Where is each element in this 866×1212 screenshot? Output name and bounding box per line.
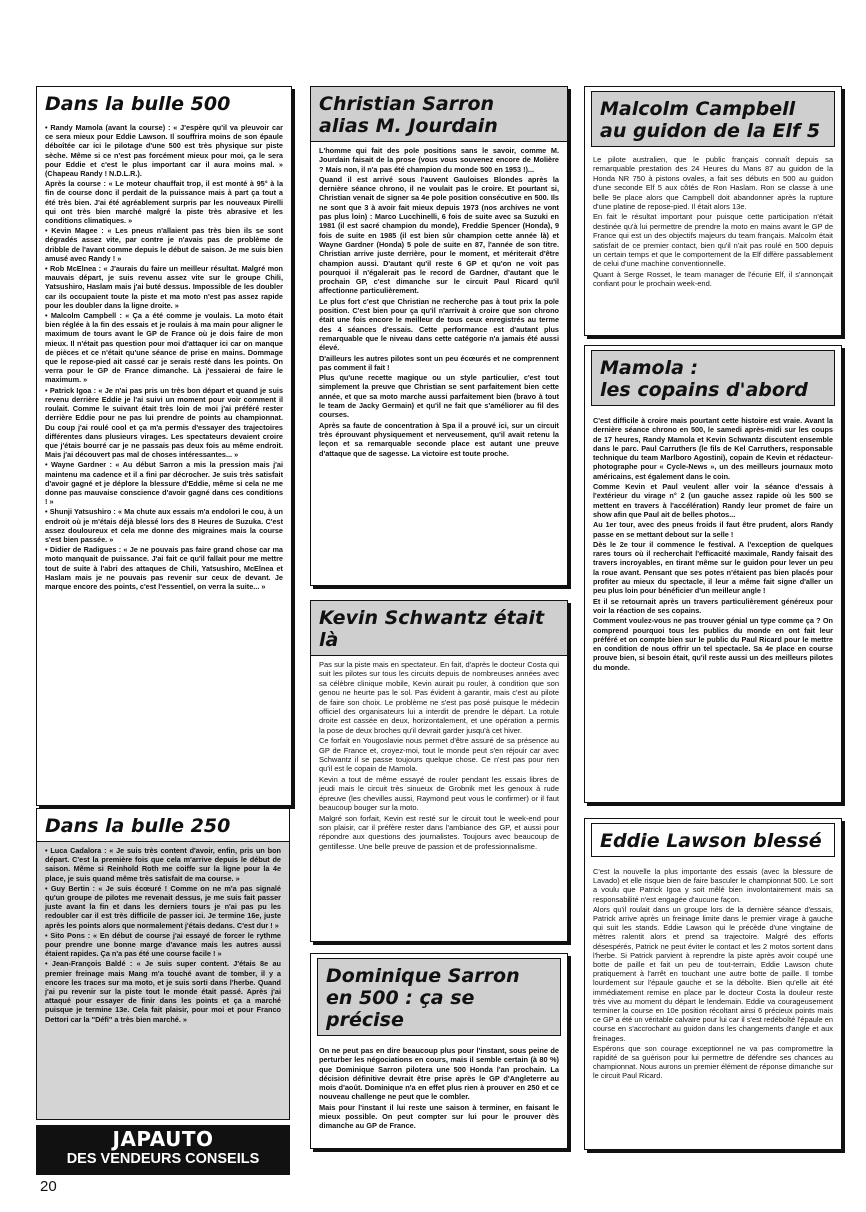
page-number: 20	[40, 1178, 57, 1195]
paragraph: Alors qu'il roulait dans un groupe lors de la dernière séance d'essais, Patrick arrive après un freinage limite dans le premier virage à gauche qui suit les stands. Eddie Lawson qui le précède d'une vingtaine de mètres ralentit alors et prend sa trajectoire. Malgré des efforts désespérés, Patrick ne peut éviter le contact et les 2 motos sortent dans l'herbe. Si Patrick parvient à reprendre la piste après avoir coupé une botte de paille et fait un peu de tout-terrain, Eddie Lawson chute pratiquement à l'arrêt en touchant une autre botte de paille. Il tombe lourdement sur l'épaule gauche et se la déboîte. Bien qu'elle ait été immédiatement remise en place par le docteur Costa la douleur reste très vive au moment du départ le lendemain. Eddie va courageusement terminer la course en 10e position récoltant ainsi 6 précieux points mais ce GP a été un véritable calvaire pour lui car il s'est redéboîté l'épaule en course en s'accrochant au guidon dans les changements d'angle et aux freinages.	[593, 904, 833, 1043]
title-line: Mamola :	[600, 357, 699, 379]
paragraph: • Didier de Radigues : « Je ne pouvais pas faire grand chose car ma moto manquait de puissance. J'ai fait ce qu'il fallait pour me mettre tout de suite à l'abri des attaques de Chili, Yatsushiro, McElnea et Haslam mais je ne pouvais pas revenir sur ceux de devant. Je marque encore des points, c'est l'essentiel, on verra la suite... »	[45, 545, 283, 591]
article-title	[591, 91, 835, 147]
ad-brand: JAPAUTO	[112, 1127, 214, 1151]
title-line: Malcolm Campbell	[600, 98, 796, 120]
article-title: Eddie Lawson blessé	[591, 823, 835, 857]
paragraph: L'homme qui fait des pole positions sans le savoir, comme M. Jourdain faisait de la prose (vous vous souvenez encore de Molière ? Mais non, il n'a pas été champion du monde 500 en 1953 !)...	[319, 146, 559, 174]
paragraph: Malgré son forfait, Kevin est resté sur le circuit tout le week-end pour son plaisir, car il préfère rester dans l'ambiance des GP, et aussi pour répondre aux questions des journalistes. Toujours avec beaucoup de gentillesse. Une belle preuve de passion et de professionnalisme.	[319, 813, 559, 851]
paragraph: Le plus fort c'est que Christian ne recherche pas à tout prix la pole position. C'est bien pour ça qu'il n'arrivait à croire que son chrono était une fois encore le meilleur de tous ceux enregistrés au terme des 4 séances d'essais. Cette performance est d'autant plus remarquable que le niveau dans cette catégorie n'a jamais été aussi élevé.	[319, 296, 559, 353]
article-body	[311, 142, 567, 463]
paragraph: Le pilote australien, que le public français connaît depuis sa remarquable prestation des 24 Heures du Mans 87 au guidon de la Honda NR 750 à pistons ovales, a fait ses débuts en 500 au guidon d'une seconde Elf 5 aux côtés de Ron Haslam. Ron se classe à une belle 9e place alors que Campbell doit abandonner après la rupture d'une platine de repose-pied. Il était alors 13e.	[593, 155, 833, 212]
paragraph: Plus qu'une recette magique ou un style particulier, c'est tout simplement la preuve que Christian se sent parfaitement bien cette année, et que sa moto marche aussi parfaitement bien (bravo à tout le team de Jacky Germain) et qu'il ne fait que s'améliorer au fil des courses.	[319, 373, 559, 420]
title-line: en 500 : ça se précise	[326, 987, 475, 1031]
article-bulle-250	[36, 808, 290, 1120]
paragraph: Après la course : « Le moteur chauffait trop, il est monté à 95° à la fin de course donc il perdait de la puissance mais à part ça tout a été très bien. J'ai été agréablement surpris par les nouveaux Pirelli qui ont très bien marché malgré la piste très abrasive et les conditions climatiques. »	[45, 179, 283, 226]
article-mamola	[584, 345, 842, 803]
article-body	[585, 151, 841, 294]
paragraph: D'ailleurs les autres pilotes sont un peu écœurés et ne comprennent pas comment il fait !	[319, 353, 559, 372]
article-christian-sarron	[310, 86, 568, 586]
paragraph: C'est la nouvelle la plus importante des essais (avec la blessure de Lavado) et elle risque bien de faire basculer le championnat 500. Le sort a voulu que Patrick Igoa y soit mêlé bien involontairement mais sa responsabilité n'est engagée d'aucune façon.	[593, 867, 833, 904]
article-malcolm-campbell	[584, 86, 842, 336]
paragraph: • Randy Mamola (avant la course) : « J'espère qu'il va pleuvoir car ce sera mieux pour Eddie Lawson. Il souffrira moins de son épaule déboîtée car ici le pilotage d'une 500 est très physique sur piste sèche. Même si ce n'est pas forcément mieux pour moi, ça le sera pour Eddie et c'est le plus important car il aura moins mal. » (Chapeau Randy ! N.D.L.R.).	[45, 123, 283, 179]
paragraph: • Jean-François Baldé : « Je suis super content. J'étais 8e au premier freinage mais Mang m'a touché avant de tomber, il y a encore les traces sur ma moto, et je suis sorti dans l'herbe. Quand j'ai pu revenir sur la piste tout le monde était passé. Après j'ai attaqué pour essayer de finir dans les points et ça a marché puisque je termine 13e. Cela fait plaisir, pour moi et pour Franco Dettori car la "Défi" a très bien marché. »	[45, 959, 281, 1024]
paragraph: Mais pour l'instant il lui reste une saison à terminer, en faisant le mieux possible. On peut compter sur lui pour le prouver dès dimanche au GP de France.	[319, 1102, 559, 1131]
article-body	[585, 412, 841, 677]
paragraph: Pas sur la piste mais en spectateur. En fait, d'après le docteur Costa qui suit les pilotes sur tous les circuits depuis de nombreuses années avec sa célèbre clinique mobile, Kevin aurait pu rouler, à condition que son genou ne heurte pas le sol. Pas évident à garantir, mais c'est au pilote de faire son choix. Le problème ne s'est pas posé puisque le médecin officiel des organisateurs lui a interdit de prendre le départ. La rotule droite est cassée en deux, horizontalement, et une opération a permis la pose de deux broches qu'il devrait garder jusqu'à cet hiver.	[319, 660, 559, 735]
paragraph: Quand il est arrivé sous l'auvent Gauloises Blondes après la dernière séance chrono, il ne voulait pas le croire. Et pourtant si, Christian venait de signer sa 4e pole position consécutive en 500. Ils ne sont que 3 à avoir fait mieux depuis 1973 (nos archives ne vont pas plus loin) : Marco Lucchinelli, 6 fois de suite avec sa Suzuki en 1981 (il est sacré champion du monde), Freddie Spencer (Honda), 9 fois de suite en 1985 (il est bien sûr champion cette année là) et Wayne Gardner (Honda) 5 pole de suite en 87, l'année de son titre. Christian arrive juste derrière, pour le moment, et mériterait d'être champion aussi. D'autant qu'il reste 6 GP et qu'on ne voit pas pourquoi il n'égalerait pas le record de Gardner, d'autant que le prochain GP, c'est dimanche sur le circuit Paul Ricard qu'il affectionne particulièrement.	[319, 174, 559, 296]
paragraph: • Luca Cadalora : « Je suis très content d'avoir, enfin, pris un bon départ. C'est la première fois que cela m'arrive depuis le début de saison. Même si Reinhold Roth me coiffe sur la ligne pour la 4e place, je suis quand même très satisfait de ma course. »	[45, 846, 281, 883]
paragraph: • Malcolm Campbell : « Ça a été comme je voulais. La moto était bien réglée à la fin des essais et je roulais à ma main pour aligner le maximum de tours avant le GP de France où je dois faire de mon mieux. Il n'était pas question pour moi d'attaquer ici car on manque de pièces et ce n'était qu'une séance de prise en mains. Dommage que le repose-pied ait cassé car je serais resté dans les points. On verra pour le GP de France dimanche. Là j'essaierai de faire le maximum. »	[45, 311, 283, 385]
paragraph: Après sa faute de concentration à Spa il a prouvé ici, sur un circuit très éprouvant physiquement et nerveusement, qu'il avait retenu la leçon et sa remarquable seconde place est autant une preuve d'attaque que de sagesse. La victoire est toute proche.	[319, 420, 559, 458]
paragraph: Kevin a tout de même essayé de rouler pendant les essais libres de jeudi mais le circuit très sinueux de Grobnik met les genoux à rude épreuve (les chevilles aussi, Raymond peut vous le confirmer) or il faut beaucoup bouger sur la moto.	[319, 774, 559, 813]
paragraph: En fait le résultat important pour puisque cette participation n'était destinée qu'à lui permettre de prendre la moto en mains avant le GP de France qui est un des objectifs majeurs du team français. Malcolm était satisfait de ce premier contact, bien qu'il n'ait pas roulé en 500 depuis un certain temps et que le comportement de la Elf diffère passablement de celui d'une machine conventionnelle.	[593, 212, 833, 269]
paragraph: Espérons que son courage exceptionnel ne va pas compromettre la rapidité de sa guérison pour lui permettre de défendre ses chances au championnat. Nous aurons un premier élément de réponse dimanche sur le circuit Paul Ricard.	[593, 1043, 833, 1081]
article-kevin-schwantz	[310, 600, 568, 942]
paragraph: • Rob McElnea : « J'aurais du faire un meilleur résultat. Malgré mon mauvais départ, je suis revenu assez vite sur le groupe Chili, Yatsushiro, Haslam mais j'ai buté dessus. Impossible de les doubler car ils occupaient toute la piste et ma moto n'est pas assez rapide pour les doubler dans la ligne droite. »	[45, 264, 283, 310]
article-title	[591, 350, 835, 406]
paragraph: • Kevin Magee : « Les pneus n'allaient pas très bien ils se sont dégradés assez vite, par contre je n'avais pas de problème de dribble de l'avant comme depuis le début de saison. Je me suis bien amusé avec Randy ! »	[45, 226, 283, 263]
article-title	[317, 958, 561, 1036]
paragraph: Quant à Serge Rosset, le team manager de l'écurie Elf, il s'annonçait confiant pour le prochain week-end.	[593, 269, 833, 289]
ad-tagline: DES VENDEURS CONSEILS	[66, 1151, 260, 1167]
title-line: au guidon de la Elf 5	[600, 120, 821, 142]
article-body	[311, 656, 567, 856]
paragraph: • Sito Pons : « En début de course j'ai essayé de forcer le rythme pour prendre une bonne marge d'avance mais les autres aussi étaient rapides. Ça n'a pas été une course facile ! »	[45, 930, 281, 959]
paragraph: Comment voulez-vous ne pas trouver génial un type comme ça ? On comprend pourquoi tous les publics du monde en ont fait leur préféré et on compte bien sur le public du Paul Ricard pour le mettre en condition de nous offrir un tel spectacle. Sa 4e place en course prouve bien, si besoin était, qu'il reste aussi un des meilleurs pilotes du monde.	[593, 616, 833, 672]
article-dominique-sarron	[310, 953, 568, 1149]
japauto-advertisement	[36, 1125, 290, 1175]
title-line: alias M. Jourdain	[319, 115, 498, 137]
paragraph: Et il se retournait après un travers particulièrement généreux pour voir la réaction de ses copains.	[593, 596, 833, 615]
paragraph: Ce forfait en Yougoslavie nous permet d'être assuré de sa présence au GP de France et, croyez-moi, tout le monde peut s'en réjouir car avec Schwantz il se passe toujours quelque chose. Ce n'est pas pour rien qu'il est le copain de Mamola.	[319, 736, 559, 774]
article-title	[311, 87, 567, 142]
article-body	[37, 842, 289, 1029]
paragraph: C'est difficile à croire mais pourtant cette histoire est vraie. Avant la dernière séance chrono en 500, le samedi après-midi sur les coups de 17 heures, Randy Mamola et Kevin Schwantz discutent ensemble dans le parc. Paul Carruthers (le fils de Kel Carruthers, responsable technique du team Marlboro Agostini), copain de Kevin et rédacteur-photographe pour « Cycle-News », un des meilleurs journaux moto américains, est également dans le coin.	[593, 416, 833, 481]
title-line: Dominique Sarron	[326, 965, 520, 987]
article-bulle-500	[36, 86, 292, 806]
paragraph: • Shunji Yatsushiro : « Ma chute aux essais m'a endolori le cou, à un endroit où je m'étais déjà blessé lors des 8 Heures de Suzuka. C'est assez douloureux et cela me donne des migraines mais la course s'est bien passée. »	[45, 507, 283, 544]
paragraph: • Wayne Gardner : « Au début Sarron a mis la pression mais j'ai maintenu ma cadence et il a fini par décrocher. Je suis très satisfait d'avoir gagné et je déplore la blessure d'Eddie, même si cela ne me donne pas mauvaise conscience d'avoir gagné dans ces conditions ! »	[45, 460, 283, 507]
paragraph: • Patrick Igoa : « Je n'ai pas pris un très bon départ et quand je suis revenu derrière Eddie je l'ai suivi un moment pour voir comment il roulait. Comme le suivant était très loin de moi j'ai préféré rester derrière Eddie pour ne pas lui prendre de points au championnat. Du coup j'ai roulé cool et ça m'a permis d'essayer des trajectoires différentes dans plusieurs virages. Les spectateurs devaient croire que j'étais bourré car je ne passais pas deux fois au même endroit. Mais j'ai découvert pas mal de choses intéressantes... »	[45, 385, 283, 460]
article-eddie-lawson	[584, 818, 842, 1150]
article-body	[37, 119, 291, 596]
article-body	[311, 1042, 567, 1136]
paragraph: Dès le 2e tour il commence le festival. A l'exception de quelques rares tours où il recherchait l'efficacité maximale, Randy faisait des travers incroyables, en tirant même sur le guidon pour lever un peu la roue avant. Pensant que ses potes n'étaient pas bien placés pour profiter au mieux du spectacle, il leur a même fait signe d'aller un peu plus loin pour bénéficier d'un meilleur angle !	[593, 539, 833, 596]
article-title: Kevin Schwantz était là	[311, 601, 567, 656]
paragraph: On ne peut pas en dire beaucoup plus pour l'instant, sous peine de perturber les négociations en cours, mais il semble certain (à 80 %) que Dominique Sarron pilotera une 500 Honda l'an prochain. La décision définitive devrait être prise après le GP d'Angleterre au mois d'août. Dominique n'a en effet plus rien à prouver en 250 et ce nouveau challenge ne peut que le combler.	[319, 1046, 559, 1102]
paragraph: Au 1er tour, avec des pneus froids il faut être prudent, alors Randy passe en se mettant debout sur la selle !	[593, 520, 833, 539]
title-line: les copains d'abord	[600, 379, 808, 401]
paragraph: Comme Kevin et Paul veulent aller voir la séance d'essais à l'extérieur du virage n° 2 (un gauche assez rapide où les 500 se mettent en travers à l'accélération) Randy leur promet de faire un show afin que Paul ait de belles photos...	[593, 482, 833, 519]
article-body	[585, 863, 841, 1086]
paragraph: • Guy Bertin : « Je suis écœuré ! Comme on ne m'a pas signalé qu'un groupe de pilotes me revenait dessus, je me suis fait passer juste avant la fin et dans les derniers tours je n'ai pas pu les redoubler car il est très difficile de passer ici. Je termine 16e, juste après les points alors que normalement j'étais dedans. C'est dur ! »	[45, 883, 281, 930]
title-line: Christian Sarron	[319, 93, 495, 115]
article-title: Dans la bulle 250	[37, 809, 289, 842]
article-title: Dans la bulle 500	[45, 93, 231, 115]
